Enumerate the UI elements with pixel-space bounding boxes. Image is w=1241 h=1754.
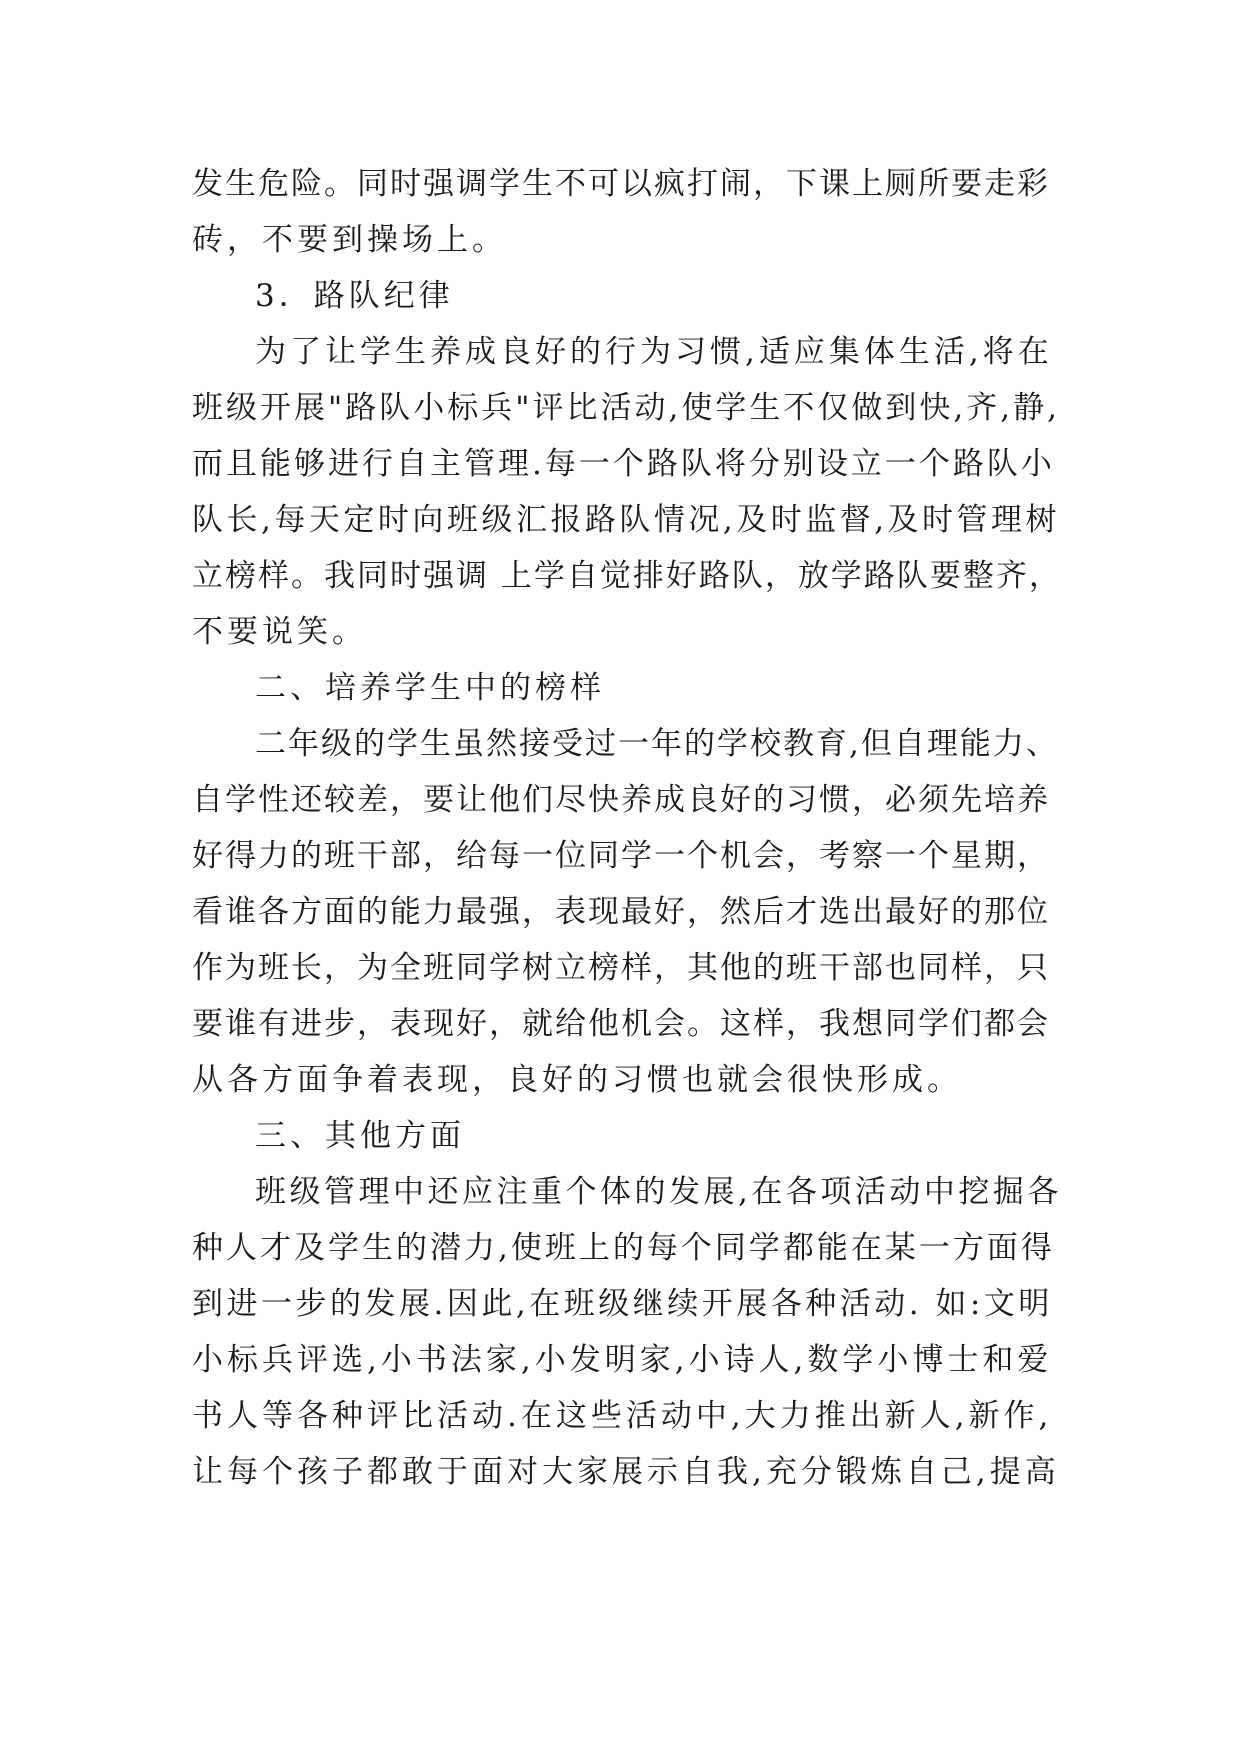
text-line: 发生危险。同时强调学生不可以疯打闹，下课上厕所要走彩 [192, 166, 1050, 202]
section-heading: 3．路队纪律 [255, 278, 454, 314]
paragraph-first-line: 二年级的学生虽然接受过一年的学校教育,但自理能力、 [255, 726, 1059, 762]
text-line: 班级开展"路队小标兵"评比活动,使学生不仅做到快,齐,静, [192, 390, 1060, 426]
text-line: 而且能够进行自主管理.每一个路队将分别设立一个路队小 [192, 446, 1055, 482]
text-line: 立榜样。我同时强调 上学自觉排好路队，放学路队要整齐， [192, 558, 1062, 594]
text-line: 砖，不要到操场上。 [192, 222, 507, 258]
paragraph-first-line: 班级管理中还应注重个体的发展,在各项活动中挖掘各 [255, 1174, 1062, 1210]
section-heading: 三、其他方面 [255, 1118, 465, 1154]
text-line: 不要说笑。 [192, 614, 367, 650]
text-line: 种人才及学生的潜力,使班上的每个同学都能在某一方面得 [192, 1230, 1055, 1266]
text-line: 书人等各种评比活动.在这些活动中,大力推出新人,新作, [192, 1398, 1053, 1434]
text-line: 看谁各方面的能力最强，表现最好，然后才选出最好的那位 [192, 894, 1050, 930]
paragraph-first-line: 为了让学生养成良好的行为习惯,适应集体生活,将在 [255, 334, 1053, 370]
section-heading: 二、培养学生中的榜样 [255, 670, 605, 706]
text-line: 要谁有进步，表现好，就给他机会。这样，我想同学们都会 [192, 1006, 1050, 1042]
text-line: 让每个孩子都敢于面对大家展示自我,充分锻炼自己,提高 [192, 1454, 1060, 1490]
text-line: 从各方面争着表现，良好的习惯也就会很快形成。 [192, 1062, 962, 1098]
text-line: 作为班长，为全班同学树立榜样，其他的班干部也同样，只 [192, 950, 1050, 986]
text-line: 小标兵评选,小书法家,小发明家,小诗人,数学小博士和爱 [192, 1342, 1053, 1378]
text-line: 到进一步的发展.因此,在班级继续开展各种活动. 如:文明 [192, 1286, 1053, 1322]
text-line: 好得力的班干部，给每一位同学一个机会，考察一个星期， [192, 838, 1050, 874]
text-line: 自学性还较差，要让他们尽快养成良好的习惯，必须先培养 [192, 782, 1050, 818]
text-line: 队长,每天定时向班级汇报路队情况,及时监督,及时管理树 [192, 502, 1061, 538]
